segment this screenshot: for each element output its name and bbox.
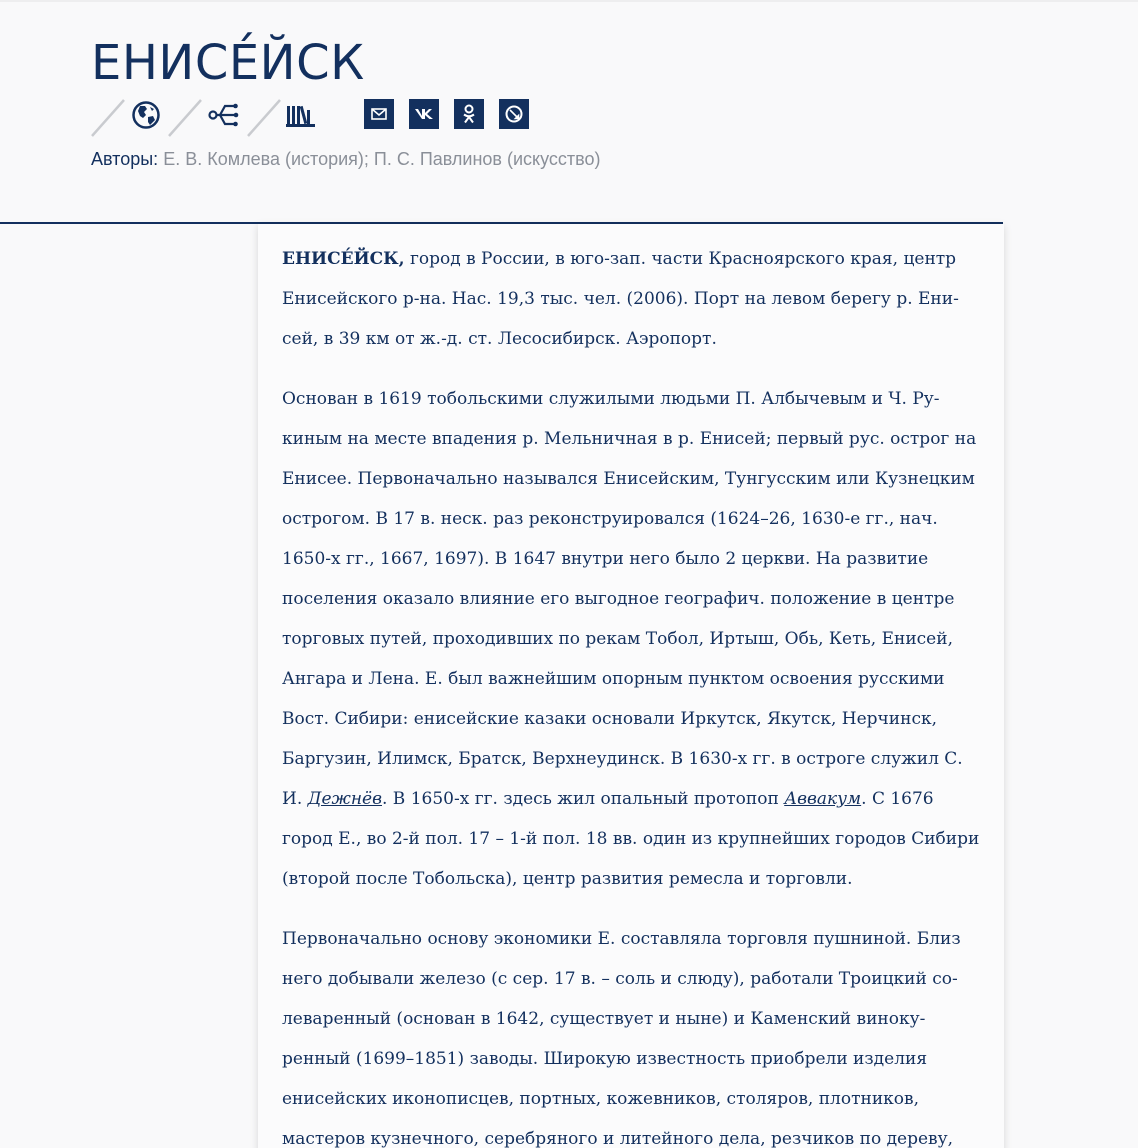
article-body (258, 224, 1004, 1148)
authors-names: Е. В. Комлева (история); П. С. Павлинов (искусство) (163, 149, 601, 169)
knowledge-graph-icon[interactable] (208, 100, 240, 142)
vk-share-icon (414, 108, 434, 120)
paragraph-text: город в России, в юго-зап. части Красноярского края, центр Енисейского р-на. Нас. 19,3 тыс. чел. (2006). Порт на левом берегу р. Енисей, в 39 км от ж.-д. ст. Лесосибирск. Аэропорт. (282, 249, 959, 349)
geography-icon[interactable] (131, 100, 161, 142)
livejournal-share-icon (505, 105, 523, 123)
paragraph-text: . В 1650-х гг. здесь жил опальный протопоп (382, 789, 785, 809)
article-toolbar (91, 99, 991, 141)
article-card (258, 224, 1004, 1148)
authors-line (91, 148, 991, 170)
article-paragraph (282, 919, 981, 1148)
top-strip (0, 0, 1138, 2)
livejournal-share-button[interactable] (499, 99, 529, 129)
toolbar-separator (247, 99, 281, 141)
article-paragraph (282, 239, 981, 359)
article-header (91, 30, 991, 170)
vk-share-button[interactable] (409, 99, 439, 129)
library-icon[interactable] (286, 102, 316, 144)
article-term: ЕНИСЕ́ЙСК, (282, 249, 405, 269)
page-title: ЕНИСЕ́ЙСК (91, 35, 365, 91)
link-dezhnev[interactable]: Дежнёв (307, 789, 382, 809)
link-avvakum[interactable]: Аввакум (784, 789, 862, 809)
paragraph-text: Основан в 1619 тобольскими служилыми людьми П. Албычевым и Ч. Рукиным на месте впадения р. Мельничная в р. Енисей; первый рус. острог на Енисее. Первоначально назывался Енисейским, Тунгусским или Кузнецким острогом. В 17 в. неск. раз реконструировался (1624–26, 1630-е гг., нач. 1650-х гг., 1667, 1697). В 1647 внутри него было 2 церкви. На развитие поселения оказало влияние его выгодное географич. положение в центре торговых путей, проходивших по рекам Тобол, Иртыш, Обь, Кеть, Енисей, Ангара и Лена. Е. был важнейшим опорным пунктом освоения русскими Вост. Сибири: енисейские казаки основали Иркутск, Якутск, Нерчинск, Баргузин, Илимск, Братск, Верхнеудинск. В 1630-х гг. в остроге служил С. И. (282, 389, 977, 809)
toolbar-separator (168, 99, 202, 141)
paragraph-text: Первоначально основу экономики Е. составляла торговля пушниной. Близ него добывали железо (с сер. 17 в. – соль и слюду), работали Троицкий солеваренный (основан в 1642, существует и ныне) и Каменский винокуренный (1699–1851) заводы. Широкую известность приобрели изделия енисейских иконописцев, портных, кожевников, столяров, плотников, мастеров кузнечного, серебряного и литейного дела, резчиков по дереву, (282, 929, 961, 1148)
paragraph-text: . С 1676 город Е., во 2-й пол. 17 – 1-й пол. 18 вв. один из крупнейших городов Сибири (второй после Тобольска), центр развития ремесла и торговли. (282, 789, 980, 889)
authors-label: Авторы: (91, 149, 159, 169)
toolbar-separator (91, 99, 125, 141)
odnoklassniki-share-button[interactable] (454, 99, 484, 129)
email-share-icon (371, 108, 387, 120)
odnoklassniki-share-icon (462, 104, 476, 124)
article-paragraph (282, 379, 981, 899)
email-share-button[interactable] (364, 99, 394, 129)
